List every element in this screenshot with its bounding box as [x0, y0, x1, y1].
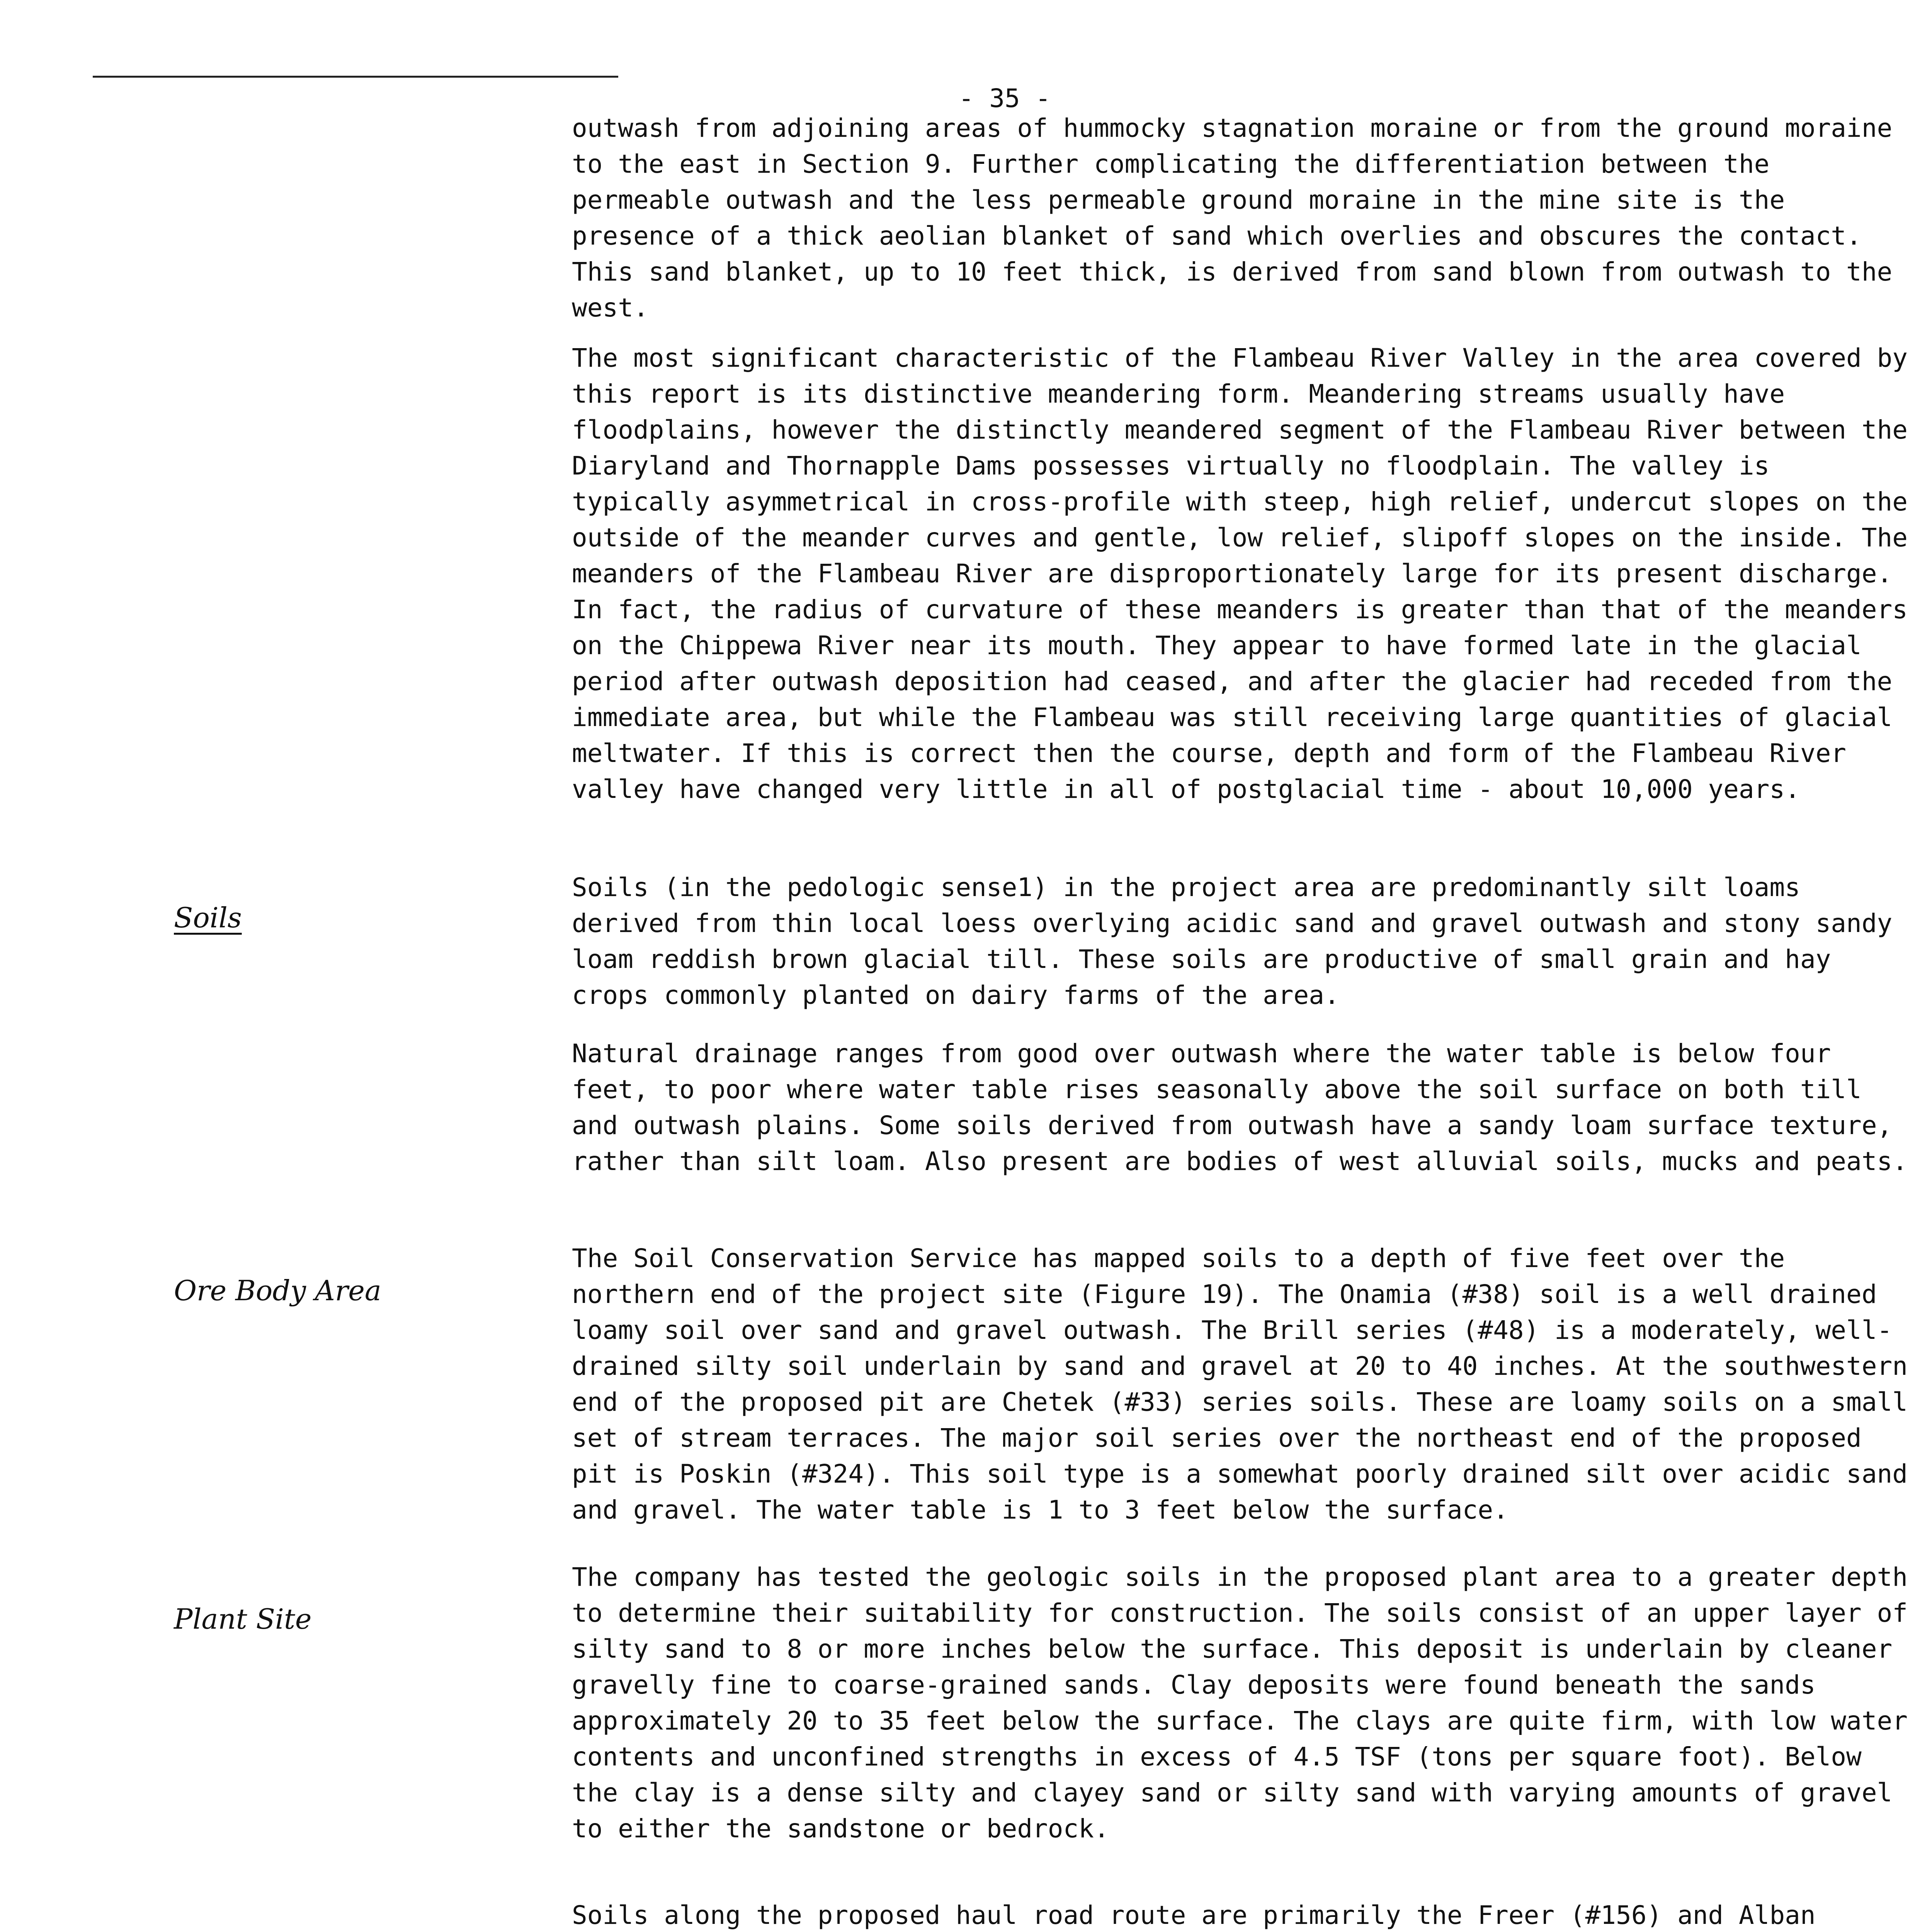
sidenote-ore-body-area: Ore Body Area [174, 1274, 381, 1307]
paragraph-outwash: outwash from adjoining areas of hummocky stagnation moraine or from the ground moraine to the east in Section 9. Further complicating the differentiation between the permeable outwash and the less permeable ground moraine in the mine site is the presence of a thick aeolian blanket of sand which overlies and obscures the contact. This sand blanket, up to 10 feet thick, is derived from sand blown from outwash to the west. [572, 113, 1893, 323]
paragraph-haul-road: Soils along the proposed haul road route are primarily the Freer (#156) and Alban [572, 1900, 1816, 1930]
sidenote-soils: Soils [174, 901, 242, 934]
paragraph-ore-body-area: The Soil Conservation Service has mapped soils to a depth of five feet over the northern end of the project site (Figure 19). The Onamia (#38) soil is a well drained loamy soil over sand and gravel outwash. The Brill series (#48) is a moderately, well-drained silty soil underlain by sand and gravel at 20 to 40 inches. At the southwestern end of the proposed pit are Chetek (#33) series soils. These are loamy soils on a small set of stream terraces. The major soil series over the northeast end of the proposed pit is Poskin (#324). This soil type is a somewhat poorly drained silt over acidic sand and gravel. The water table is 1 to 3 feet below the surface. [572, 1243, 1908, 1525]
page-number: - 35 - [958, 83, 1051, 113]
paragraph-soils-intro: Soils (in the pedologic sense1) in the project area are predominantly silt loams derived from thin local loess overlying acidic sand and gravel outwash and stony sandy loam reddish brown glacial till. These soils are productive of small grain and hay crops commonly planted on dairy farms of the area. [572, 872, 1893, 1010]
header-rule [93, 76, 618, 78]
sidenote-plant-site: Plant Site [174, 1603, 312, 1635]
paragraph-meandering: The most significant characteristic of the Flambeau River Valley in the area covered by this report is its distinctive meandering form. Meandering streams usually have floodplains, however the distinctly meandered segment of the Flambeau River between the Diaryland and Thornapple Dams possesses virtually no floodplain. The valley is typically asymmetrical in cross-profile with steep, high relief, undercut slopes on the outside of the meander curves and gentle, low relief, slipoff slopes on the inside. The meanders of the Flambeau River are disproportionately large for its present discharge. In fact, the radius of curvature of these meanders is greater than that of the meanders on the Chippewa River near its mouth. They appear to have formed late in the glacial period after outwash deposition had ceased, and after the glacier had receded from the immediate area, but while the Flambeau was still receiving large quantities of glacial meltwater. If this is correct then the course, depth and form of the Flambeau River valley have changed very little in all of postglacial time - about 10,000 years. [572, 343, 1908, 804]
paragraph-plant-site: The company has tested the geologic soils in the proposed plant area to a greater depth to determine their suitability for construction. The soils consist of an upper layer of silty sand to 8 or more inches below the surface. This deposit is underlain by cleaner gravelly fine to coarse-grained sands. Clay deposits were found beneath the sands approximately 20 to 35 feet below the surface. The clays are quite firm, with low water contents and unconfined strengths in excess of 4.5 TSF (tons per square foot). Below the clay is a dense silty and clayey sand or silty sand with varying amounts of gravel to either the sandstone or bedrock. [572, 1562, 1908, 1844]
paragraph-natural-drainage: Natural drainage ranges from good over outwash where the water table is below four feet, to poor where water table rises seasonally above the soil surface on both till and outwash plains. Some soils derived from outwash have a sandy loam surface texture, rather than silt loam. Also present are bodies of west alluvial soils, mucks and peats. [572, 1039, 1908, 1176]
